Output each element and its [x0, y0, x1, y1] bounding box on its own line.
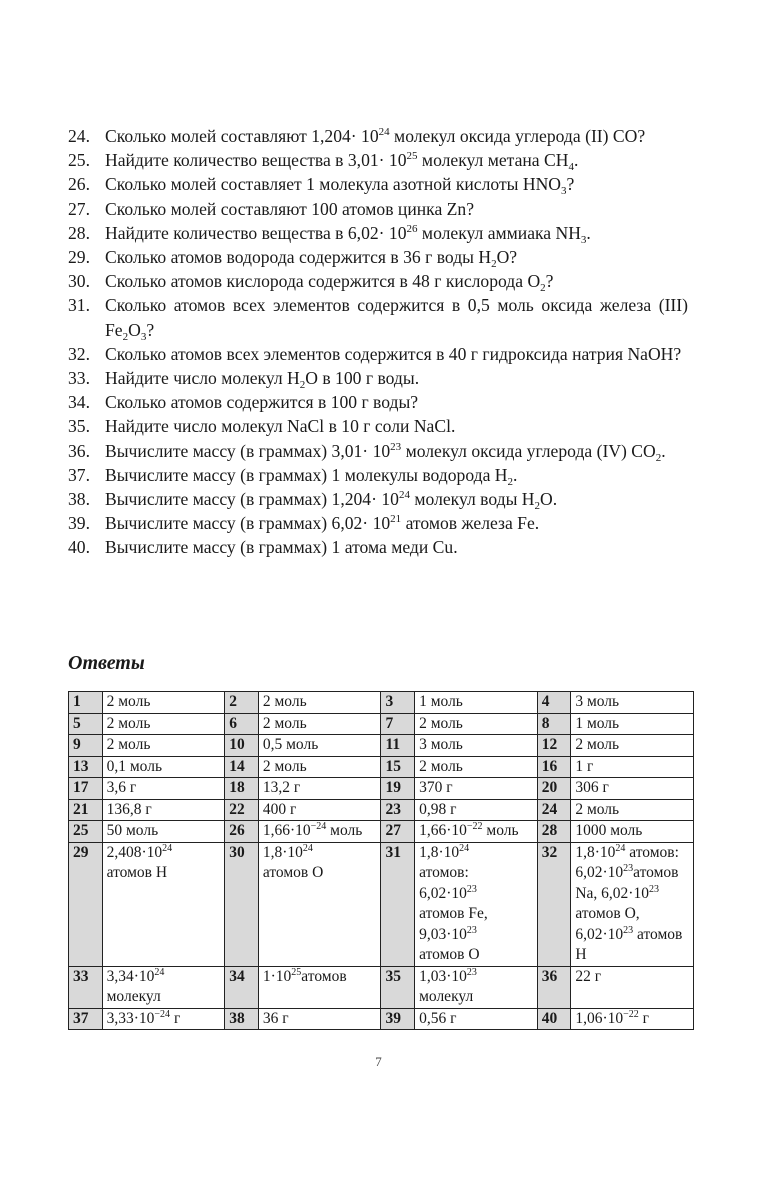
question-number: 25.: [68, 150, 90, 171]
answer-value-cell: 400 г: [258, 799, 381, 821]
answer-number-cell: 18: [225, 778, 259, 800]
answer-number-cell: 31: [381, 842, 415, 966]
answer-value-cell: $1,03\cdot 10^{23}$ молекул: [415, 966, 538, 1008]
answer-value-cell: $1,66\cdot 10^{-22}$ моль: [415, 821, 538, 843]
answer-number-cell: 14: [225, 756, 259, 778]
answer-value-cell: 36 г: [258, 1008, 381, 1030]
question-text: Сколько атомов содержится в 100 г воды?: [105, 392, 419, 413]
answer-value-cell: $2,408\cdot 10^{24}$ атомов H: [102, 842, 225, 966]
answer-number-cell: 26: [225, 821, 259, 843]
question-text: Вычислите массу (в граммах) $1,204\cdot 10^{24}$ молекул воды $H_2O$.: [105, 489, 558, 513]
answer-number-cell: 13: [69, 756, 103, 778]
answers-table: [68, 691, 694, 1030]
question-text: Найдите количество вещества в $6,02\cdot 10^{26}$ молекул аммиака $NH_3$.: [105, 222, 591, 246]
answer-value-cell: 2 моль: [258, 692, 381, 714]
question-text: Сколько атомов всех элементов содержится в 0,5 моль оксида железа (III) $Fe_2O_3$?: [105, 295, 688, 343]
answer-number-cell: 11: [381, 735, 415, 757]
answer-value-cell: 2 моль: [102, 692, 225, 714]
answer-number-cell: 36: [537, 966, 571, 1008]
answer-number-cell: 16: [537, 756, 571, 778]
answer-number-cell: 34: [225, 966, 259, 1008]
question-text: Вычислите массу (в граммах) 1 атома меди Cu.: [105, 537, 458, 558]
answer-value-cell: 2 моль: [258, 713, 381, 735]
question-text: Найдите число молекул $H_2O$ в 100 г воды.: [105, 368, 420, 392]
question-item: [68, 342, 688, 366]
question-item: [68, 172, 688, 196]
question-item: [68, 366, 688, 390]
answer-value-cell: 3,6 г: [102, 778, 225, 800]
question-item: [68, 124, 688, 148]
question-number: 35.: [68, 416, 90, 437]
answer-value-cell: $1\cdot 10^{25}атомов$: [258, 966, 381, 1008]
answer-value-cell: 0,1 моль: [102, 756, 225, 778]
answer-number-cell: 20: [537, 778, 571, 800]
answer-number-cell: 35: [381, 966, 415, 1008]
question-item: [68, 439, 688, 463]
answer-number-cell: 30: [225, 842, 259, 966]
answer-number-cell: 32: [537, 842, 571, 966]
question-number: 36.: [68, 440, 90, 461]
question-text: Сколько атомов водорода содержится в 36 г воды $H_2O$?: [105, 247, 518, 271]
question-text: Найдите число молекул NaCl в 10 г соли NaCl.: [105, 416, 456, 437]
question-item: [68, 269, 688, 293]
answer-value-cell: 2 моль: [102, 735, 225, 757]
answer-value-cell: 3 моль: [571, 692, 694, 714]
question-text: Сколько молей составляет 1 молекула азотной кислоты $HNO_3$?: [105, 174, 575, 198]
answer-value-cell: 2 моль: [415, 756, 538, 778]
question-item: [68, 293, 688, 341]
answer-number-cell: 4: [537, 692, 571, 714]
question-item: [68, 487, 688, 511]
answer-value-cell: $1,06\cdot 10^{-22}$ г: [571, 1008, 694, 1030]
answer-number-cell: 6: [225, 713, 259, 735]
answer-value-cell: 370 г: [415, 778, 538, 800]
question-item: [68, 463, 688, 487]
question-number: 40.: [68, 537, 90, 558]
question-text: Сколько атомов кислорода содержится в 48 г кислорода $O_2$?: [105, 271, 554, 295]
answer-number-cell: 15: [381, 756, 415, 778]
answers-heading: Ответы: [68, 652, 145, 674]
answer-value-cell: 2 моль: [571, 735, 694, 757]
question-item: [68, 511, 688, 535]
answer-number-cell: 19: [381, 778, 415, 800]
answer-number-cell: 17: [69, 778, 103, 800]
answer-value-cell: 1 моль: [571, 713, 694, 735]
answer-number-cell: 33: [69, 966, 103, 1008]
table-row: [69, 756, 694, 778]
question-text: Вычислите массу (в граммах) $6,02\cdot 10^{21}$ атомов железа Fe.: [105, 513, 540, 534]
answer-number-cell: 28: [537, 821, 571, 843]
question-number: 29.: [68, 247, 90, 268]
answer-value-cell: 13,2 г: [258, 778, 381, 800]
answer-value-cell: 50 моль: [102, 821, 225, 843]
question-item: [68, 221, 688, 245]
question-item: [68, 535, 688, 559]
question-number: 33.: [68, 368, 90, 389]
question-number: 38.: [68, 489, 90, 510]
answer-number-cell: 21: [69, 799, 103, 821]
question-number: 32.: [68, 343, 90, 364]
answer-value-cell: 1000 моль: [571, 821, 694, 843]
answer-value-cell: 306 г: [571, 778, 694, 800]
table-row: [69, 735, 694, 757]
question-item: [68, 197, 688, 221]
answer-number-cell: 9: [69, 735, 103, 757]
table-row: [69, 966, 694, 1008]
answer-value-cell: 2 моль: [415, 713, 538, 735]
table-row: [69, 842, 694, 966]
answer-value-cell: 0,5 моль: [258, 735, 381, 757]
answer-number-cell: 39: [381, 1008, 415, 1030]
answer-value-cell: $1,8\cdot 10^{24}$ атомов O: [258, 842, 381, 966]
answer-number-cell: 38: [225, 1008, 259, 1030]
answer-value-cell: $1,8\cdot 10^{24}$ атомов: $6,02\cdot 10^{23}$ атомов Fe, $9,03\cdot 10^{23}$ атомов O: [415, 842, 538, 966]
answer-number-cell: 37: [69, 1008, 103, 1030]
answer-number-cell: 29: [69, 842, 103, 966]
answer-number-cell: 23: [381, 799, 415, 821]
answer-number-cell: 2: [225, 692, 259, 714]
table-row: [69, 1008, 694, 1030]
answer-number-cell: 24: [537, 799, 571, 821]
answer-number-cell: 3: [381, 692, 415, 714]
question-item: [68, 414, 688, 438]
answer-value-cell: 1 г: [571, 756, 694, 778]
question-text: Вычислите массу (в граммах) $3,01\cdot 10^{23}$ молекул оксида углерода (IV) $CO_2$.: [105, 440, 666, 464]
answer-number-cell: 5: [69, 713, 103, 735]
page-number: 7: [375, 1054, 382, 1069]
answer-value-cell: 3 моль: [415, 735, 538, 757]
answer-number-cell: 8: [537, 713, 571, 735]
table-row: [69, 799, 694, 821]
answer-value-cell: 2 моль: [571, 799, 694, 821]
table-row: [69, 821, 694, 843]
table-row: [69, 692, 694, 714]
answer-value-cell: $3,33\cdot 10^{-24}$ г: [102, 1008, 225, 1030]
question-item: [68, 148, 688, 172]
question-text: Вычислите массу (в граммах) 1 молекулы водорода $H_2$.: [105, 464, 518, 488]
question-number: 34.: [68, 392, 90, 413]
question-item: [68, 245, 688, 269]
question-text: Сколько атомов всех элементов содержится в 40 г гидроксида натрия NaOH?: [105, 343, 682, 364]
answer-value-cell: $3,34\cdot 10^{24}$ молекул: [102, 966, 225, 1008]
answer-number-cell: 1: [69, 692, 103, 714]
question-item: [68, 390, 688, 414]
question-number: 30.: [68, 271, 90, 292]
question-text: Сколько молей составляют $1,204\cdot 10^{24}$ молекул оксида углерода (II) CO?: [105, 126, 646, 146]
answer-value-cell: 0,98 г: [415, 799, 538, 821]
question-number: 31.: [68, 295, 90, 316]
question-number: 28.: [68, 222, 90, 243]
answer-value-cell: 2 моль: [102, 713, 225, 735]
question-number: 37.: [68, 464, 90, 485]
answer-value-cell: 22 г: [571, 966, 694, 1008]
answer-number-cell: 7: [381, 713, 415, 735]
question-text: Сколько молей составляют 100 атомов цинка Zn?: [105, 198, 475, 219]
answer-number-cell: 10: [225, 735, 259, 757]
question-number: 26.: [68, 174, 90, 195]
table-row: [69, 778, 694, 800]
question-list: [68, 124, 688, 560]
answer-number-cell: 27: [381, 821, 415, 843]
table-row: [69, 713, 694, 735]
answer-value-cell: $1,66\cdot 10^{-24}$ моль: [258, 821, 381, 843]
question-number: 39.: [68, 513, 90, 534]
question-text: Найдите количество вещества в $3,01\cdot 10^{25}$ молекул метана $CH_4$.: [105, 150, 579, 174]
answer-value-cell: 0,56 г: [415, 1008, 538, 1030]
answer-value-cell: 1 моль: [415, 692, 538, 714]
answer-number-cell: 40: [537, 1008, 571, 1030]
question-number: 27.: [68, 198, 90, 219]
question-number: 24.: [68, 126, 90, 146]
answer-value-cell: 136,8 г: [102, 799, 225, 821]
answer-value-cell: 2 моль: [258, 756, 381, 778]
answer-number-cell: 25: [69, 821, 103, 843]
answer-value-cell: $1,8\cdot 10^{24}$ атомов: $6,02\cdot 10^{23}атомов$ Na, $6,02\cdot 10^{23}$ атомов O, $6,02\cdot 10^{23}$ атомов H: [571, 842, 694, 966]
answer-number-cell: 12: [537, 735, 571, 757]
answer-number-cell: 22: [225, 799, 259, 821]
